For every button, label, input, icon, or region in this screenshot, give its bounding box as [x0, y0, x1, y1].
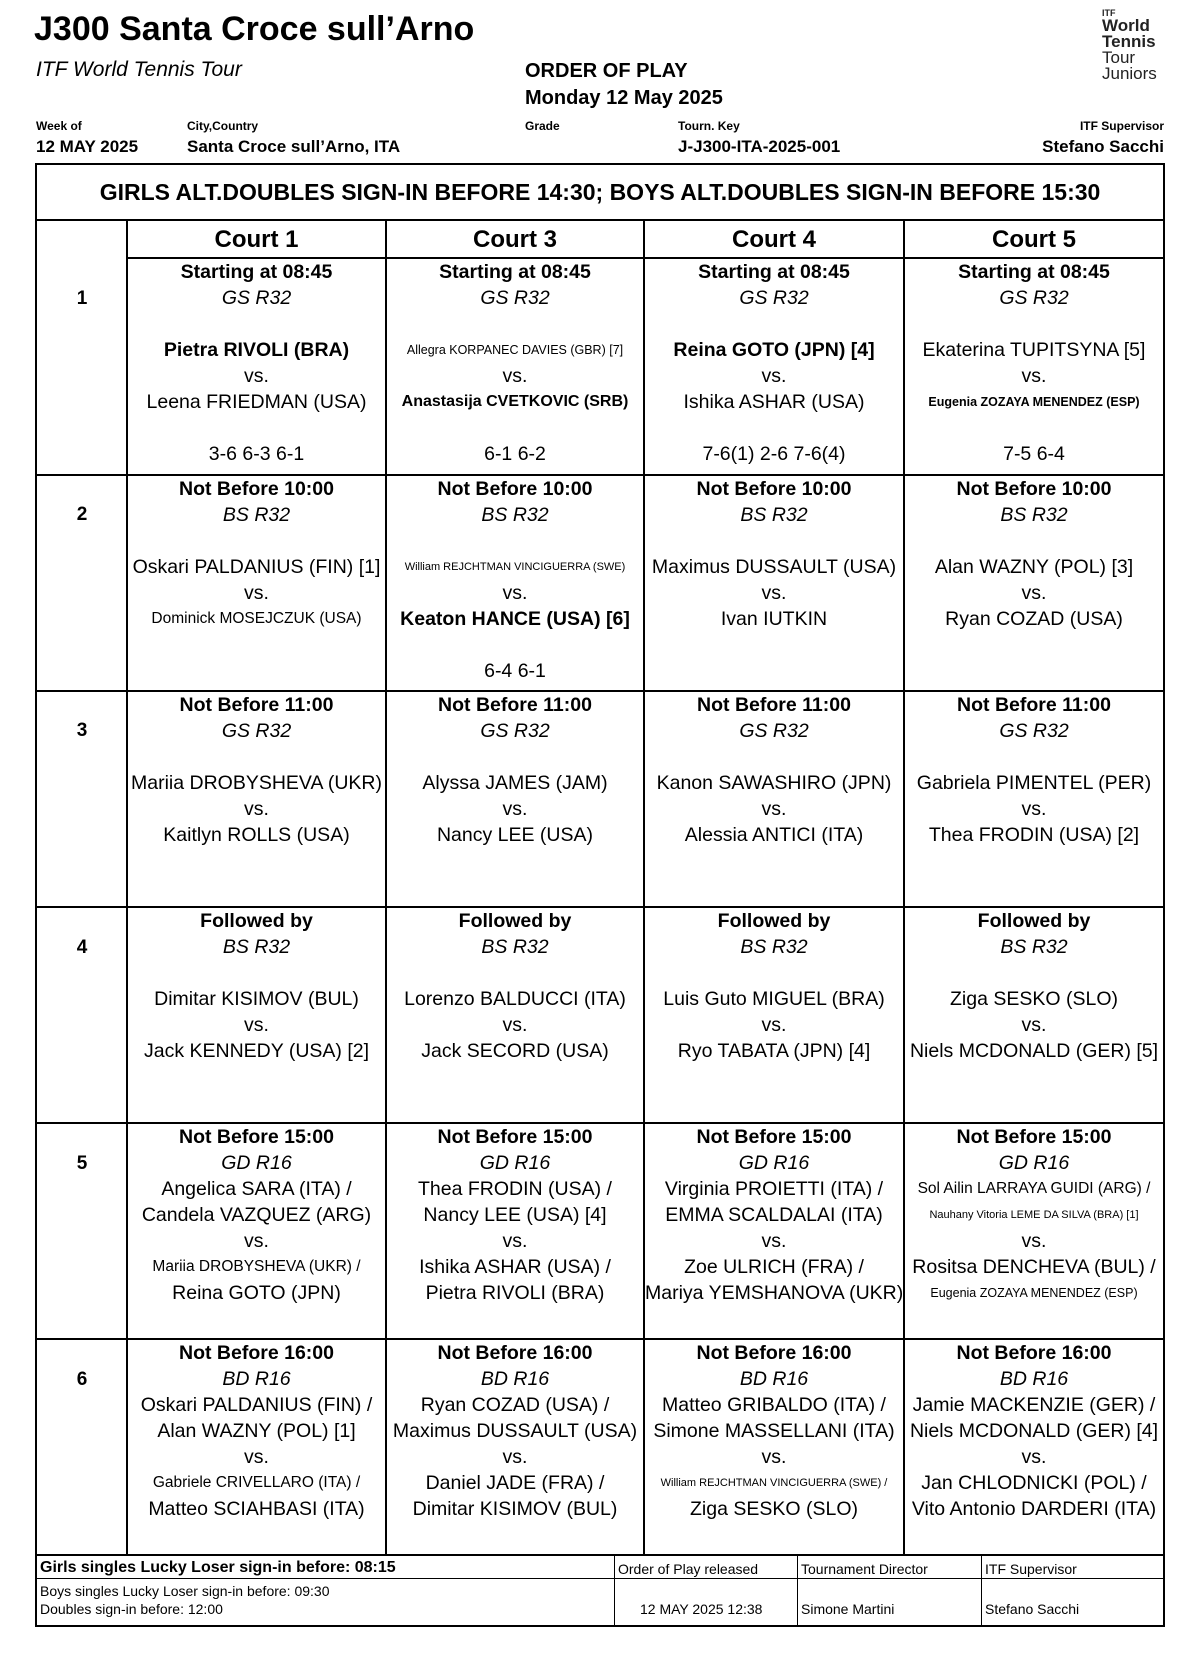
- match-time: Followed by: [717, 910, 831, 932]
- match-cell: [905, 1124, 1163, 1306]
- team-2-player-2: Reina GOTO (JPN): [172, 1282, 341, 1304]
- team-2-player-1: William REJCHTMAN VINCIGUERRA (SWE) /: [660, 1477, 888, 1489]
- match-cell: [905, 692, 1163, 848]
- match-time: Followed by: [458, 910, 572, 932]
- director-value: Simone Martini: [801, 1601, 895, 1617]
- team-1-player-2: EMMA SCALDALAI (ITA): [665, 1204, 883, 1226]
- team-2-player-2: Dimitar KISIMOV (BUL): [412, 1498, 618, 1520]
- match-time: Not Before 10:00: [179, 478, 334, 500]
- footer-divider: [797, 1556, 798, 1625]
- team-2-player-2: Vito Antonio DARDERI (ITA): [911, 1498, 1157, 1520]
- match-cell: [905, 1340, 1163, 1522]
- match-cell: [645, 259, 903, 467]
- match-cell: [128, 908, 385, 1064]
- match-event: BS R32: [740, 936, 808, 958]
- match-time: Starting at 08:45: [439, 261, 591, 283]
- vs-label: vs.: [502, 1014, 528, 1036]
- city-value: Santa Croce sull’Arno, ITA: [187, 137, 401, 156]
- team-1-player-1: Thea FRODIN (USA) /: [418, 1178, 612, 1200]
- team-1-player-2: Nauhany Vitoria LEME DA SILVA (BRA) [1]: [929, 1209, 1139, 1221]
- player-2: Eugenia ZOZAYA MENENDEZ (ESP): [928, 395, 1140, 409]
- player-1: Kanon SAWASHIRO (JPN): [656, 772, 892, 794]
- team-2-player-1: Mariia DROBYSHEVA (UKR) /: [152, 1258, 361, 1275]
- row-number: 1: [76, 288, 88, 309]
- match-event: BS R32: [740, 504, 808, 526]
- team-2-player-2: Mariya YEMSHANOVA (UKR): [645, 1282, 904, 1304]
- team-1-player-1: Angelica SARA (ITA) /: [161, 1178, 352, 1200]
- vs-label: vs.: [244, 1446, 269, 1468]
- match-cell: [128, 692, 385, 848]
- boys-lucky-loser-note: Boys singles Lucky Loser sign-in before: 09:30: [40, 1583, 330, 1599]
- supervisor-value: Stefano Sacchi: [1042, 137, 1164, 156]
- match-event: GS R32: [221, 720, 292, 742]
- supervisor-label: ITF Supervisor: [1079, 119, 1164, 133]
- logo-itf-text: ITF: [1102, 8, 1116, 18]
- player-2: Ryo TABATA (JPN) [4]: [677, 1040, 871, 1062]
- player-2: Jack SECORD (USA): [421, 1040, 609, 1062]
- oop-title: ORDER OF PLAY: [525, 60, 688, 82]
- row-number: 6: [76, 1369, 88, 1390]
- tour-subtitle: ITF World Tennis Tour: [36, 58, 242, 81]
- player-2: Ryan COZAD (USA): [945, 608, 1123, 630]
- tourn-key-info: [678, 119, 840, 157]
- player-1: Lorenzo BALDUCCI (ITA): [404, 988, 626, 1010]
- player-2: Jack KENNEDY (USA) [2]: [143, 1040, 370, 1062]
- team-1-player-1: Matteo GRIBALDO (ITA) /: [662, 1394, 886, 1416]
- match-cell: [128, 1124, 385, 1306]
- team-1-player-2: Niels MCDONALD (GER) [4]: [909, 1420, 1159, 1442]
- footer-divider: [614, 1556, 615, 1625]
- row-number: 5: [76, 1153, 88, 1174]
- match-cell: [645, 908, 903, 1064]
- match-time: Not Before 11:00: [179, 694, 334, 716]
- vs-label: vs.: [502, 582, 528, 604]
- director-label: Tournament Director: [801, 1561, 928, 1577]
- match-event: BS R32: [222, 936, 291, 958]
- row-number: 4: [76, 937, 88, 958]
- player-1: Alan WAZNY (POL) [3]: [934, 556, 1134, 578]
- team-1-player-2: Nancy LEE (USA) [4]: [423, 1204, 607, 1226]
- match-score: 6-4 6-1: [484, 660, 546, 682]
- grade-label: Grade: [525, 119, 560, 133]
- match-cell: [387, 259, 643, 467]
- city-info: [187, 119, 400, 157]
- match-event: GS R32: [221, 287, 292, 309]
- footer-divider: [37, 1578, 1163, 1579]
- player-2: Leena FRIEDMAN (USA): [146, 391, 367, 413]
- team-2-player-1: Rositsa DENCHEVA (BUL) /: [912, 1256, 1156, 1278]
- match-event: GD R16: [738, 1152, 810, 1174]
- doubles-sign-in-note: Doubles sign-in before: 12:00: [40, 1601, 223, 1617]
- released-value: 12 MAY 2025 12:38: [640, 1601, 763, 1617]
- player-2: Ivan IUTKIN: [720, 608, 828, 630]
- match-cell: [128, 259, 385, 467]
- player-1: Ekaterina TUPITSYNA [5]: [922, 339, 1146, 361]
- match-event: BS R32: [1000, 504, 1068, 526]
- player-1: Mariia DROBYSHEVA (UKR): [130, 772, 382, 794]
- player-1: William REJCHTMAN VINCIGUERRA (SWE): [404, 561, 626, 573]
- vs-label: vs.: [502, 798, 528, 820]
- player-1: Allegra KORPANEC DAVIES (GBR) [7]: [406, 343, 624, 357]
- match-event: GD R16: [221, 1152, 292, 1174]
- team-2-player-1: Ishika ASHAR (USA) /: [419, 1256, 611, 1278]
- order-of-play-heading: [525, 58, 723, 112]
- team-1-player-1: Sol Ailin LARRAYA GUIDI (ARG) /: [917, 1180, 1151, 1197]
- tourn-key-value: J-J300-ITA-2025-001: [678, 137, 841, 156]
- team-2-player-2: Eugenia ZOZAYA MENENDEZ (ESP): [930, 1286, 1138, 1300]
- logo-line-1: World: [1102, 16, 1150, 35]
- match-event: GS R32: [480, 287, 550, 309]
- match-cell: [645, 476, 903, 632]
- vs-label: vs.: [1021, 582, 1047, 604]
- player-1: Luis Guto MIGUEL (BRA): [663, 988, 885, 1010]
- player-2: Dominick MOSEJCZUK (USA): [151, 610, 362, 627]
- player-1: Ziga SESKO (SLO): [950, 988, 1118, 1010]
- vs-label: vs.: [244, 582, 269, 604]
- footer-divider: [981, 1556, 982, 1625]
- match-cell: [905, 259, 1163, 467]
- tourn-key-label: Tourn. Key: [678, 119, 740, 133]
- match-time: Not Before 11:00: [957, 694, 1111, 716]
- player-2: Thea FRODIN (USA) [2]: [928, 824, 1140, 846]
- vs-label: vs.: [761, 1230, 787, 1252]
- match-time: Not Before 16:00: [696, 1342, 852, 1364]
- court-header: Court 5: [992, 226, 1076, 253]
- match-cell: [645, 1340, 903, 1522]
- tournament-title: J300 Santa Croce sull’Arno: [34, 10, 475, 48]
- player-1: Reina GOTO (JPN) [4]: [673, 339, 875, 361]
- released-label: Order of Play released: [618, 1561, 759, 1577]
- match-score: 7-6(1) 2-6 7-6(4): [702, 443, 846, 465]
- grid-line: [37, 1554, 1163, 1556]
- player-1: Oskari PALDANIUS (FIN) [1]: [132, 556, 381, 578]
- team-1-player-1: Oskari PALDANIUS (FIN) /: [140, 1394, 373, 1416]
- match-time: Not Before 16:00: [956, 1342, 1112, 1364]
- match-event: BD R16: [999, 1368, 1069, 1390]
- match-time: Not Before 10:00: [437, 478, 593, 500]
- court-header: Court 1: [214, 226, 299, 253]
- vs-label: vs.: [761, 365, 787, 387]
- player-2: Anastasija CVETKOVIC (SRB): [401, 393, 629, 410]
- oop-date: Monday 12 May 2025: [525, 87, 723, 109]
- vs-label: vs.: [1021, 1014, 1047, 1036]
- match-event: BD R16: [739, 1368, 809, 1390]
- vs-label: vs.: [244, 365, 269, 387]
- match-event: BD R16: [222, 1368, 291, 1390]
- match-event: GS R32: [999, 287, 1069, 309]
- match-cell: [645, 1124, 903, 1306]
- team-2-player-2: Matteo SCIAHBASI (ITA): [148, 1498, 365, 1520]
- logo-line-3: Tour: [1102, 48, 1136, 67]
- week-info: [36, 119, 138, 157]
- supervisor-info: [1042, 119, 1164, 157]
- match-event: BS R32: [222, 504, 291, 526]
- team-2-player-2: Ziga SESKO (SLO): [690, 1498, 858, 1520]
- girls-lucky-loser-note: Girls singles Lucky Loser sign-in before: 08:15: [40, 1559, 396, 1576]
- match-time: Not Before 15:00: [696, 1126, 852, 1148]
- vs-label: vs.: [244, 1014, 269, 1036]
- match-cell: [905, 908, 1163, 1064]
- match-time: Starting at 08:45: [958, 261, 1110, 283]
- player-2: Kaitlyn ROLLS (USA): [163, 824, 350, 846]
- match-time: Not Before 11:00: [697, 694, 851, 716]
- player-1: Gabriela PIMENTEL (PER): [916, 772, 1152, 794]
- match-cell: [387, 476, 643, 684]
- player-2: Ishika ASHAR (USA): [683, 391, 865, 413]
- match-event: BS R32: [1000, 936, 1068, 958]
- match-score: 7-5 6-4: [1003, 443, 1065, 465]
- match-time: Followed by: [200, 910, 313, 932]
- row-number: 2: [76, 504, 88, 525]
- footer-supervisor-value: Stefano Sacchi: [985, 1601, 1080, 1617]
- player-1: Maximus DUSSAULT (USA): [651, 556, 897, 578]
- logo-line-2: Tennis: [1102, 32, 1156, 51]
- match-time: Followed by: [977, 910, 1091, 932]
- vs-label: vs.: [1021, 798, 1047, 820]
- match-time: Not Before 10:00: [696, 478, 852, 500]
- week-label: Week of: [36, 119, 82, 133]
- match-time: Not Before 10:00: [956, 478, 1112, 500]
- player-1: Dimitar KISIMOV (BUL): [154, 988, 359, 1010]
- team-2-player-1: Zoe ULRICH (FRA) /: [684, 1256, 864, 1278]
- match-time: Starting at 08:45: [698, 261, 850, 283]
- match-cell: [387, 908, 643, 1064]
- player-1: Pietra RIVOLI (BRA): [163, 339, 350, 361]
- vs-label: vs.: [244, 1230, 269, 1252]
- court-header: Court 4: [732, 226, 816, 253]
- team-1-player-2: Maximus DUSSAULT (USA): [392, 1420, 638, 1442]
- match-time: Not Before 15:00: [179, 1126, 334, 1148]
- match-time: Not Before 16:00: [179, 1342, 334, 1364]
- match-event: GD R16: [998, 1152, 1070, 1174]
- match-cell: [645, 692, 903, 848]
- player-2: Niels MCDONALD (GER) [5]: [909, 1040, 1159, 1062]
- row-number: 3: [76, 720, 88, 741]
- city-label: City,Country: [187, 119, 259, 133]
- sign-in-banner: GIRLS ALT.DOUBLES SIGN-IN BEFORE 14:30; BOYS ALT.DOUBLES SIGN-IN BEFORE 15:30: [37, 165, 1163, 221]
- match-time: Starting at 08:45: [180, 261, 333, 283]
- vs-label: vs.: [761, 798, 787, 820]
- vs-label: vs.: [761, 582, 787, 604]
- match-time: Not Before 15:00: [956, 1126, 1112, 1148]
- player-2: Nancy LEE (USA): [436, 824, 594, 846]
- match-event: GS R32: [739, 720, 809, 742]
- player-2: Alessia ANTICI (ITA): [684, 824, 864, 846]
- match-event: GS R32: [480, 720, 550, 742]
- match-event: GS R32: [739, 287, 809, 309]
- match-event: GS R32: [999, 720, 1069, 742]
- team-1-player-1: Virginia PROIETTI (ITA) /: [664, 1178, 884, 1200]
- vs-label: vs.: [761, 1446, 787, 1468]
- team-1-player-1: Ryan COZAD (USA) /: [420, 1394, 610, 1416]
- vs-label: vs.: [1021, 1446, 1047, 1468]
- match-cell: [905, 476, 1163, 632]
- logo-line-4: Juniors: [1102, 64, 1157, 83]
- court-header: Court 3: [473, 226, 557, 253]
- match-cell: [128, 1340, 385, 1522]
- match-event: BD R16: [480, 1368, 550, 1390]
- team-1-player-2: Alan WAZNY (POL) [1]: [157, 1420, 356, 1442]
- itf-world-tennis-tour-juniors-logo: [1102, 8, 1166, 82]
- match-cell: [128, 476, 385, 632]
- match-score: 3-6 6-3 6-1: [208, 443, 305, 465]
- match-event: GD R16: [479, 1152, 551, 1174]
- match-event: BS R32: [481, 504, 549, 526]
- team-1-player-1: Jamie MACKENZIE (GER) /: [912, 1394, 1156, 1416]
- player-1: Alyssa JAMES (JAM): [422, 772, 608, 794]
- team-2-player-1: Jan CHLODNICKI (POL) /: [921, 1472, 1147, 1494]
- vs-label: vs.: [1021, 1230, 1047, 1252]
- grade-info: [525, 119, 560, 137]
- team-2-player-1: Daniel JADE (FRA) /: [425, 1472, 605, 1494]
- match-time: Not Before 11:00: [438, 694, 592, 716]
- match-time: Not Before 16:00: [437, 1342, 593, 1364]
- vs-label: vs.: [761, 1014, 787, 1036]
- player-2: Keaton HANCE (USA) [6]: [400, 608, 630, 630]
- match-event: BS R32: [481, 936, 549, 958]
- match-score: 6-1 6-2: [484, 443, 546, 465]
- team-1-player-2: Candela VAZQUEZ (ARG): [141, 1204, 372, 1226]
- vs-label: vs.: [502, 1230, 528, 1252]
- vs-label: vs.: [1021, 365, 1047, 387]
- vs-label: vs.: [244, 798, 269, 820]
- match-cell: [387, 1340, 643, 1522]
- footer-supervisor-label: ITF Supervisor: [985, 1561, 1077, 1577]
- team-1-player-2: Simone MASSELLANI (ITA): [653, 1420, 895, 1442]
- vs-label: vs.: [502, 1446, 528, 1468]
- match-cell: [387, 1124, 643, 1306]
- team-2-player-1: Gabriele CRIVELLARO (ITA) /: [152, 1474, 361, 1491]
- match-cell: [387, 692, 643, 848]
- vs-label: vs.: [502, 365, 528, 387]
- week-value: 12 MAY 2025: [36, 137, 139, 156]
- match-time: Not Before 15:00: [437, 1126, 593, 1148]
- team-2-player-2: Pietra RIVOLI (BRA): [425, 1282, 605, 1304]
